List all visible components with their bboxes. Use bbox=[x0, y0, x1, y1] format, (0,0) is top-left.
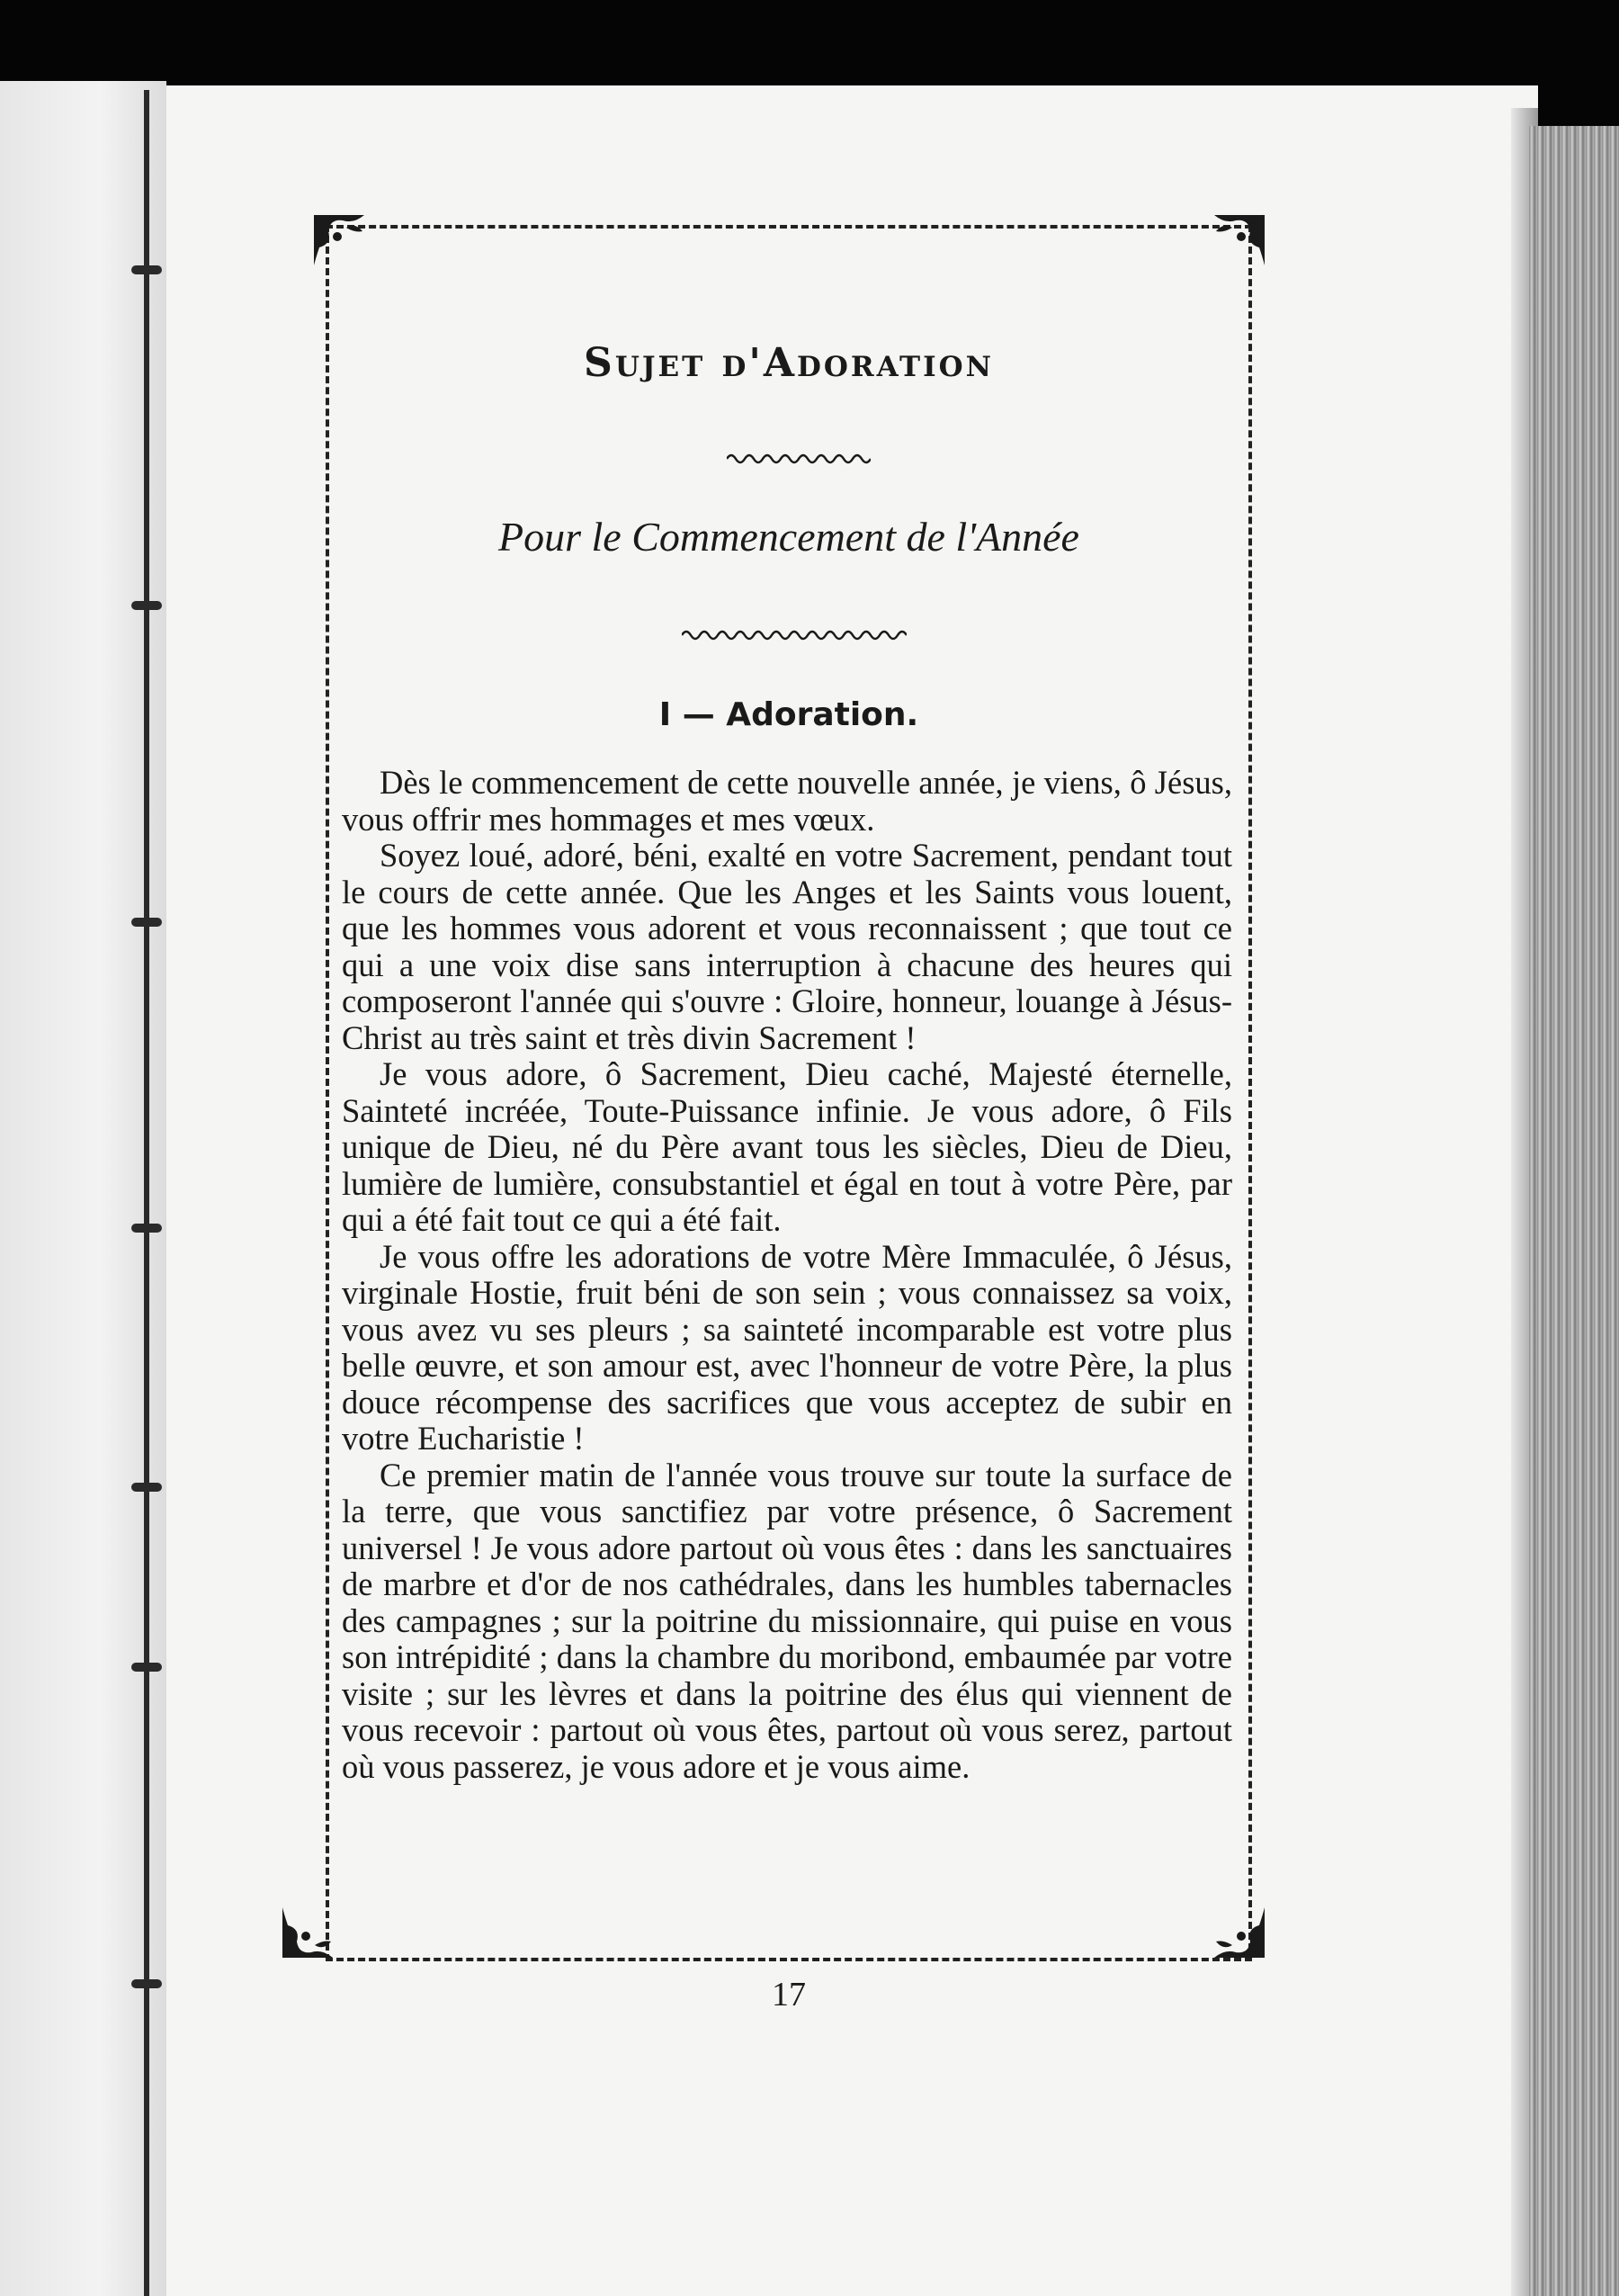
corner-ornament-icon bbox=[1196, 1889, 1268, 1961]
paragraph: Soyez loué, adoré, béni, exalté en votre Sacrement, pendant tout le cours de cette année. Que les Anges et les Saints vous louent, que les hommes vous adorent et vous reconnaissent ; que tout ce qui a une voix dise sans interruption à chacune des heures qui composeront l'année qui s'ouvre : Gloire, honneur, louange à Jésus-Christ au très saint et très divin Sacrement ! bbox=[342, 837, 1232, 1056]
binding-stitch bbox=[131, 918, 162, 927]
page-title: Sujet d'Adoration bbox=[584, 340, 994, 386]
page-edges bbox=[1529, 126, 1619, 2296]
decorative-rule-icon bbox=[727, 450, 871, 468]
corner-ornament-icon bbox=[1196, 211, 1268, 283]
paragraph: Je vous adore, ô Sacrement, Dieu caché, Majesté éternelle, Sainteté incréée, Toute-Puissance infinie. Je vous adore, ô Fils unique de Dieu, né du Père avant tous les siècles, Dieu de Dieu, lumière de lumière, consubstantiel et égal en tout à votre Père, par qui a été fait tout ce qui a été fait. bbox=[342, 1055, 1232, 1238]
binding-stitch bbox=[131, 1483, 162, 1492]
body-text bbox=[342, 765, 1232, 1785]
paragraph: Dès le commencement de cette nouvelle année, je viens, ô Jésus, vous offrir mes hommages et mes vœux. bbox=[342, 764, 1232, 838]
decorative-rule-icon bbox=[682, 626, 907, 644]
corner-ornament-icon bbox=[310, 211, 382, 283]
binding-stitch bbox=[131, 601, 162, 610]
paragraph: Ce premier matin de l'année vous trouve sur toute la surface de la terre, que vous sanctifiez par votre présence, ô Sacrement universel ! Je vous adore partout où vous êtes : dans les sanctuaires de marbre et d'or de nos cathédrales, dans les humbles tabernacles des campagnes ; sur la poitrine du missionnaire, qui puise en vous son intrépidité ; dans la chambre du moribond, embaumée par votre visite ; sur les lèvres et dans la poitrine des élus qui viennent de vous recevoir : partout où vous êtes, partout où vous serez, partout où vous passerez, je vous adore et je vous aime. bbox=[342, 1456, 1232, 1785]
binding-stitch bbox=[131, 265, 162, 274]
left-page-margin bbox=[0, 81, 166, 2296]
corner-ornament-icon bbox=[279, 1889, 351, 1961]
binding-stitch bbox=[131, 1979, 162, 1988]
page-subtitle: Pour le Commencement de l'Année bbox=[498, 514, 1079, 560]
binding-stitch bbox=[131, 1224, 162, 1233]
binding-stitch bbox=[131, 1663, 162, 1672]
page-number: 17 bbox=[772, 1976, 806, 2013]
paragraph: Je vous offre les adorations de votre Mère Immaculée, ô Jésus, virginale Hostie, fruit béni de son sein ; vous connaissez sa voix, vous avez vu ses pleurs ; sa sainteté incomparable est votre plus belle œuvre, et son amour est, avec l'honneur de votre Père, la plus douce récompense des sacrifices que vous acceptez de subir en votre Eucharistie ! bbox=[342, 1237, 1232, 1457]
binding-spine bbox=[144, 90, 149, 2296]
section-heading: I — Adoration. bbox=[658, 696, 919, 733]
